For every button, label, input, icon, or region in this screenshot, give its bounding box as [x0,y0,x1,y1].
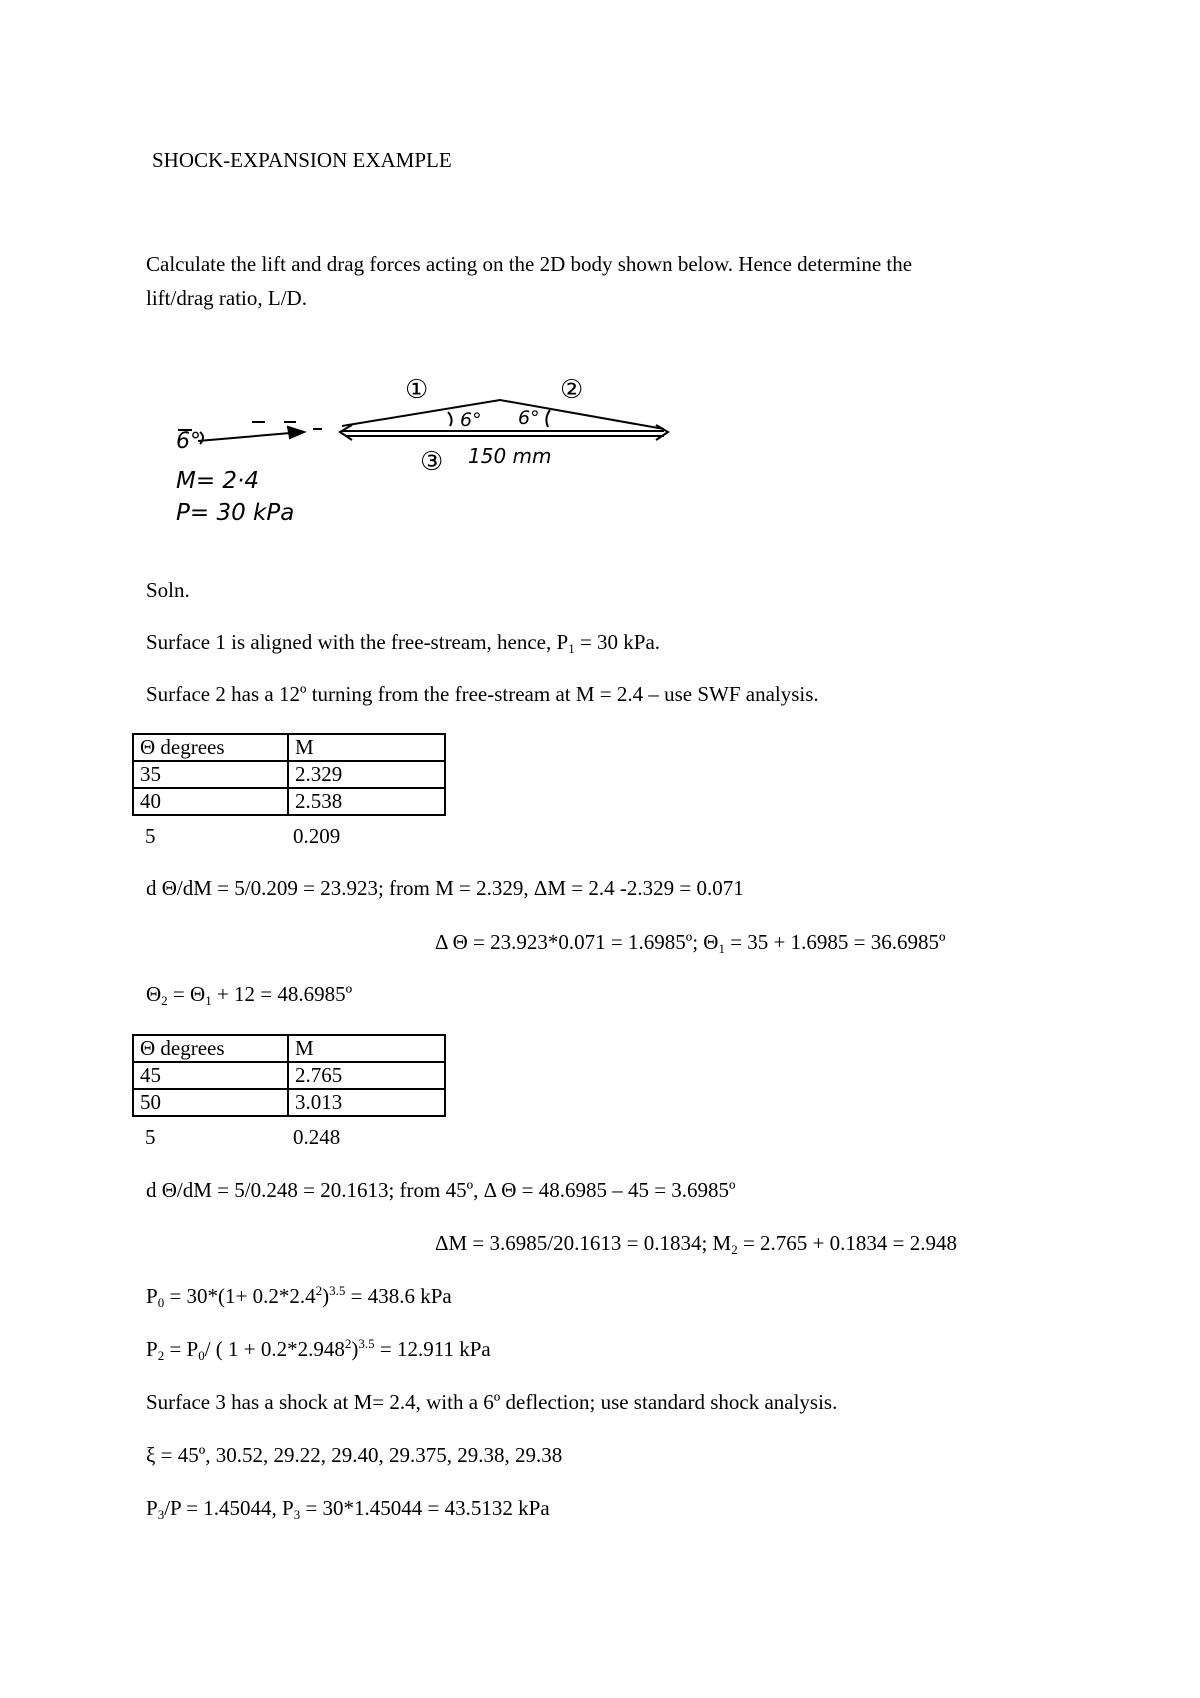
subscript: 3 [293,1507,301,1522]
equation-7 [146,1336,491,1363]
angle-label-right: 6° [518,407,540,429]
surface-2-label: ② [560,375,584,405]
subscript: 1 [718,941,725,956]
difference-theta: 5 [145,1125,156,1149]
equation-5-text: ΔM = 3.6985/20.1613 = 0.1834; M [435,1231,732,1255]
equation-2-text-end: = 35 + 1.6985 = 36.6985º [724,930,946,954]
table-cell: 2.538 [288,788,445,815]
equation-3-text-end: + 12 = 48.6985º [211,982,353,1006]
equation-7-text: P [146,1337,158,1361]
difference-theta: 5 [145,824,156,848]
subscript: 1 [568,641,575,656]
table-header-theta: Θ degrees [133,1035,288,1062]
superscript: 2 [315,1283,323,1298]
surface-1-label: ① [405,375,429,405]
table-header-mach: M [288,1035,445,1062]
subscript: 0 [157,1295,165,1310]
page-title: SHOCK-EXPANSION EXAMPLE [152,148,452,172]
difference-mach: 0.209 [293,824,341,848]
subscript: 3 [157,1507,165,1522]
table-cell: 35 [133,761,288,788]
pressure-label: P= 30 kPa [176,500,295,526]
equation-6-text: P [146,1284,158,1308]
incidence-angle-label: 6° [176,429,201,454]
pm-table-2 [132,1034,446,1117]
equation-9-text-end: = 30*1.45044 = 43.5132 kPa [300,1496,550,1520]
subscript: 2 [161,993,168,1008]
table-header-theta: Θ degrees [133,734,288,761]
table-header-row [133,1035,445,1062]
equation-3-text: Θ [146,982,162,1006]
equation-7-text-end: = 12.911 kPa [374,1337,491,1361]
subscript: 2 [157,1348,165,1363]
equation-6-text-end: = 438.6 kPa [345,1284,452,1308]
subscript: 2 [731,1242,738,1257]
equation-7-text: = P [164,1337,199,1361]
table-cell: 50 [133,1089,288,1116]
surface-1-text-end: = 30 kPa. [574,630,661,654]
subscript: 0 [198,1348,205,1363]
equation-6-text: ) [322,1284,330,1308]
equation-9-text: P [146,1496,158,1520]
equation-2 [435,930,946,956]
table-row [133,1062,445,1089]
body-outline [340,400,668,440]
body-sketch [170,370,680,530]
equation-3 [146,982,353,1008]
table-row [133,788,445,815]
table-row [133,761,445,788]
equation-3-text: = Θ [167,982,206,1006]
equation-9 [146,1496,550,1522]
problem-line-2: lift/drag ratio, L/D. [146,286,307,310]
difference-mach: 0.248 [293,1125,341,1149]
equation-6-text: = 30*(1+ 0.2*2.4 [164,1284,316,1308]
surface-2-statement: Surface 2 has a 12º turning from the free-stream at M = 2.4 – use SWF analysis. [146,682,819,706]
table-cell: 3.013 [288,1089,445,1116]
superscript: 3.5 [329,1283,346,1298]
table-header-mach: M [288,734,445,761]
subscript: 1 [205,993,212,1008]
superscript: 3.5 [358,1336,375,1351]
table-row [133,1089,445,1116]
surface-1-statement [146,630,661,656]
surface-3-statement: Surface 3 has a shock at M= 2.4, with a 6º deflection; use standard shock analysis. [146,1390,838,1414]
equation-1: d Θ/dM = 5/0.209 = 23.923; from M = 2.329, ΔM = 2.4 -2.329 = 0.071 [146,876,744,900]
equation-7-text: ) [351,1337,359,1361]
length-label: 150 mm [468,444,552,468]
table-header-row [133,734,445,761]
pm-table-1 [132,733,446,816]
surface-3-label: ③ [420,447,444,477]
surface-1-text: Surface 1 is aligned with the free-stream, hence, P [146,630,569,654]
equation-9-text: /P = 1.45044, P [164,1496,294,1520]
solution-heading: Soln. [146,578,190,602]
table-cell: 45 [133,1062,288,1089]
superscript: 2 [344,1336,352,1351]
equation-8: ξ = 45º, 30.52, 29.22, 29.40, 29.375, 29.38, 29.38 [146,1443,563,1467]
equation-2-text: Δ Θ = 23.923*0.071 = 1.6985º; Θ [435,930,719,954]
problem-line-1: Calculate the lift and drag forces acting on the 2D body shown below. Hence determine the [146,252,913,276]
table-cell: 2.765 [288,1062,445,1089]
equation-5 [435,1231,957,1257]
mach-label: M= 2·4 [176,468,260,494]
equation-4: d Θ/dM = 5/0.248 = 20.1613; from 45º, Δ Θ = 48.6985 – 45 = 3.6985º [146,1178,736,1202]
table-cell: 40 [133,788,288,815]
equation-6 [146,1283,452,1310]
angle-label-left: 6° [460,409,482,431]
equation-7-text: / ( 1 + 0.2*2.948 [204,1337,345,1361]
table-cell: 2.329 [288,761,445,788]
equation-5-text-end: = 2.765 + 0.1834 = 2.948 [737,1231,957,1255]
